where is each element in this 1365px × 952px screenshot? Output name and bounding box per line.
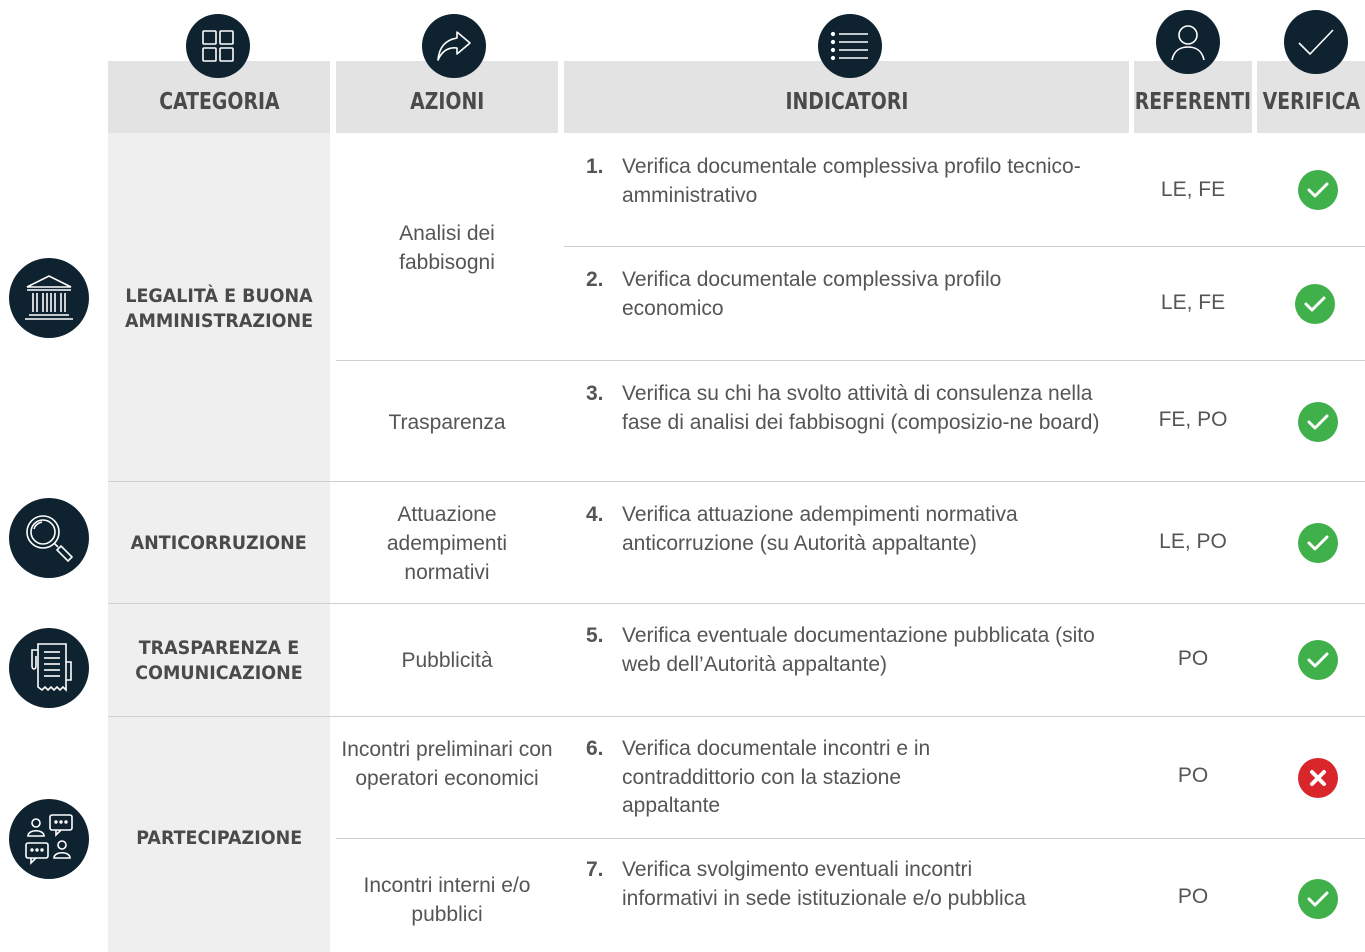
document-receipt-icon bbox=[9, 628, 89, 708]
list-icon bbox=[818, 14, 882, 78]
indicator-number: 2. bbox=[586, 268, 604, 291]
indicator-text: Verifica attuazione adempimenti normativa anticorruzione (su Autorità appaltante) bbox=[622, 503, 1018, 555]
indicator-text: Verifica documentale complessiva profilo economico bbox=[622, 268, 1002, 320]
check-ok-icon bbox=[1298, 170, 1338, 210]
row-divider bbox=[336, 838, 1365, 839]
row-divider bbox=[108, 603, 1365, 604]
indicator-text: Verifica documentale complessiva profilo tecnico-amministrativo bbox=[622, 155, 1081, 207]
indicator-row bbox=[586, 735, 1136, 823]
action-incontri-preliminari: Incontri preliminari con operatori economici bbox=[341, 738, 553, 790]
category-partecipazione: PARTECIPAZIONE bbox=[136, 827, 302, 849]
row-divider bbox=[108, 481, 1365, 482]
indicator-row bbox=[586, 380, 1136, 468]
referenti-value: LE, FE bbox=[1160, 291, 1226, 314]
indicator-row bbox=[586, 501, 1136, 561]
header-verifica-label: VERIFICA bbox=[1262, 89, 1360, 115]
action-pubblicita: Pubblicità bbox=[401, 649, 493, 672]
check-ok-icon bbox=[1298, 640, 1338, 680]
header-categoria-label: CATEGORIA bbox=[158, 89, 280, 115]
magnifier-icon bbox=[9, 498, 89, 578]
courthouse-icon bbox=[9, 258, 89, 338]
referenti-value: LE, PO bbox=[1159, 530, 1227, 553]
indicator-number: 5. bbox=[586, 624, 604, 647]
cross-fail-icon bbox=[1298, 758, 1338, 798]
category-legalita: LEGALITÀ E BUONA AMMINISTRAZIONE bbox=[124, 285, 314, 332]
referenti-value: LE, FE bbox=[1160, 178, 1226, 201]
indicator-row bbox=[586, 153, 1136, 213]
row-divider bbox=[108, 716, 1365, 717]
action-trasparenza: Trasparenza bbox=[388, 411, 506, 434]
action-analisi: Analisi dei fabbisogni bbox=[399, 222, 495, 274]
referenti-value: PO bbox=[1177, 885, 1209, 908]
indicator-number: 7. bbox=[586, 858, 604, 881]
indicator-row bbox=[586, 622, 1136, 682]
indicator-row bbox=[586, 856, 1136, 944]
indicator-number: 3. bbox=[586, 382, 604, 405]
grid-icon bbox=[186, 14, 250, 78]
check-ok-icon bbox=[1298, 523, 1338, 563]
people-chat-icon bbox=[9, 799, 89, 879]
check-ok-icon bbox=[1298, 879, 1338, 919]
referenti-value: PO bbox=[1177, 647, 1209, 670]
category-trasparenza: TRASPARENZA E COMUNICAZIONE bbox=[135, 637, 303, 684]
indicator-row bbox=[586, 266, 1136, 326]
header-referenti-label: REFERENTI bbox=[1134, 89, 1252, 115]
indicator-number: 4. bbox=[586, 503, 604, 526]
indicator-number: 1. bbox=[586, 155, 604, 178]
indicator-number: 6. bbox=[586, 737, 604, 760]
share-arrow-icon bbox=[422, 14, 486, 78]
referenti-value: FE, PO bbox=[1158, 408, 1228, 431]
indicator-text: Verifica documentale incontri e in contraddittorio con la stazione appaltante bbox=[622, 737, 931, 817]
header-azioni-label: AZIONI bbox=[409, 89, 485, 115]
indicator-text: Verifica eventuale documentazione pubblicata (sito web dell’Autorità appaltante) bbox=[622, 624, 1095, 676]
referenti-value: PO bbox=[1177, 764, 1209, 787]
user-icon bbox=[1156, 10, 1220, 74]
indicator-text: Verifica su chi ha svolto attività di consulenza nella fase di analisi dei fabbisogni (composizio-ne board) bbox=[622, 382, 1100, 434]
row-divider bbox=[336, 360, 1365, 361]
check-ok-icon bbox=[1295, 284, 1335, 324]
check-ok-icon bbox=[1298, 402, 1338, 442]
action-incontri-interni: Incontri interni e/o pubblici bbox=[363, 874, 531, 926]
checkmark-icon bbox=[1284, 10, 1348, 74]
header-indicatori-label: INDICATORI bbox=[785, 89, 908, 115]
action-attuazione: Attuazione adempimenti normativi bbox=[386, 503, 508, 584]
category-anticorruzione: ANTICORRUZIONE bbox=[130, 532, 308, 554]
row-divider bbox=[564, 246, 1365, 247]
indicator-text: Verifica svolgimento eventuali incontri informativi in sede istituzionale e/o pubblica bbox=[622, 858, 1026, 910]
